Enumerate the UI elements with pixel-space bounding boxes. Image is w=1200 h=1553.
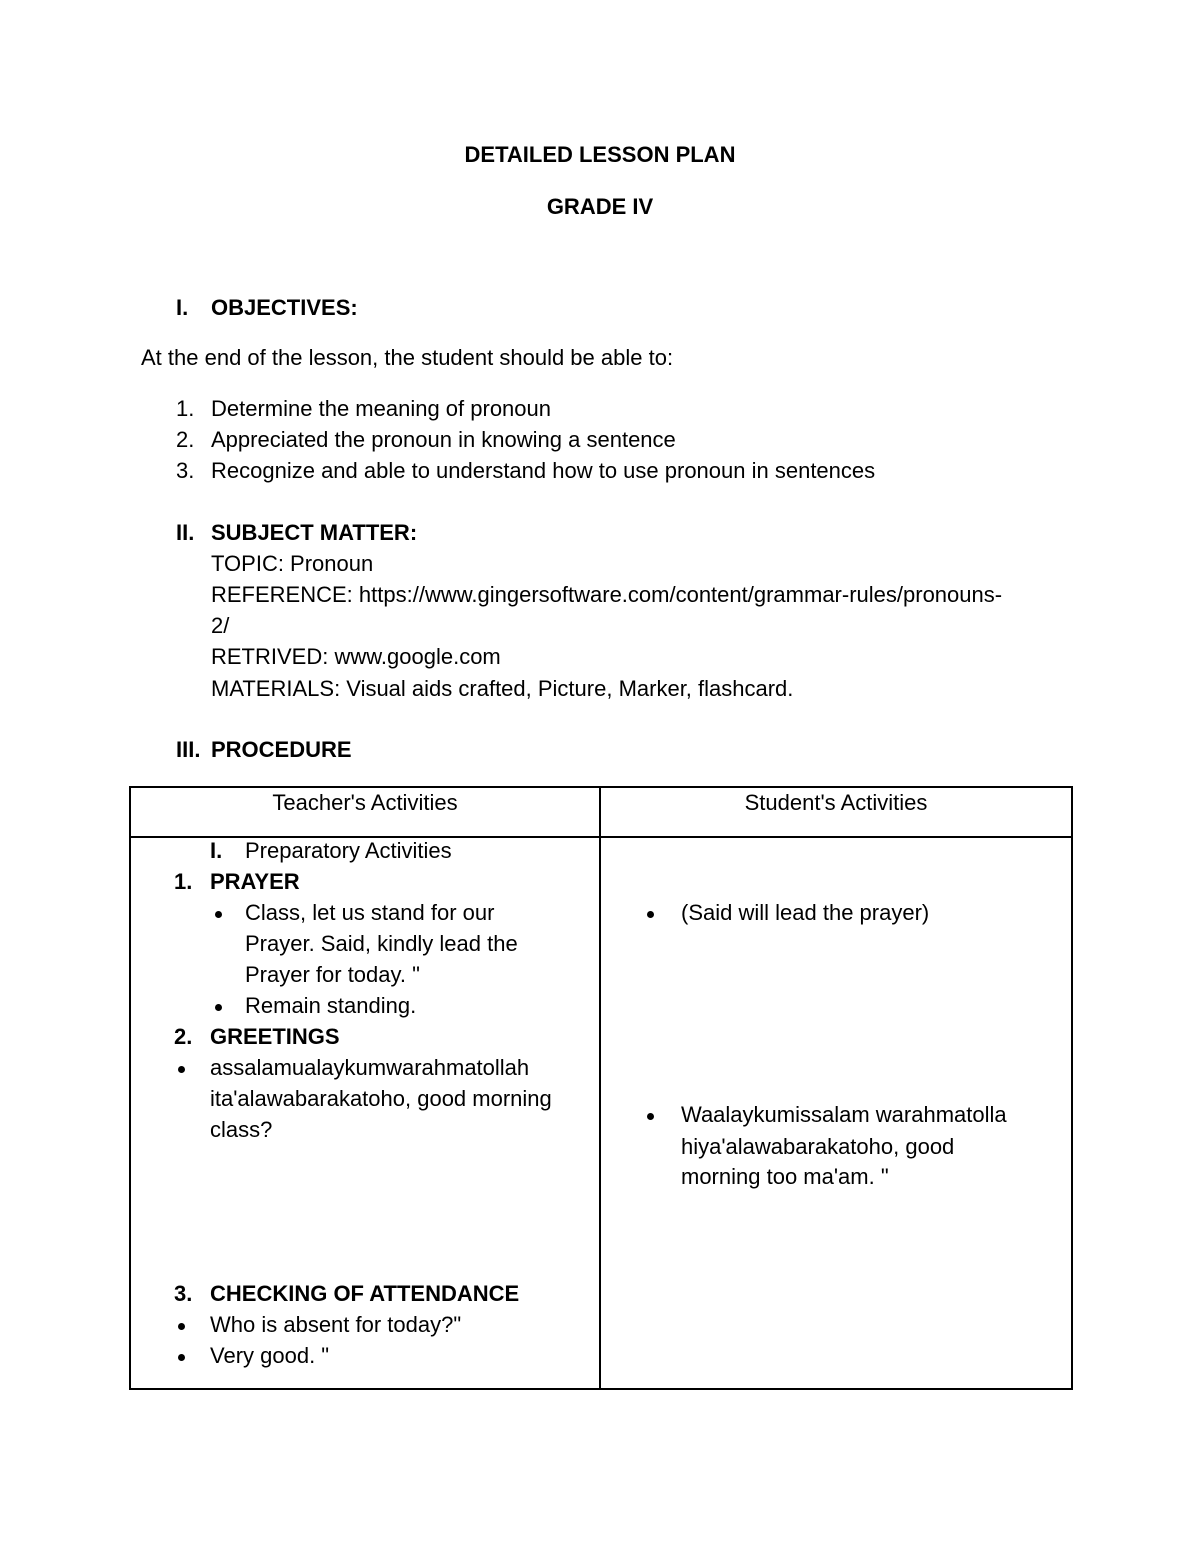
student-greeting-line1: Waalaykumissalam warahmatolla bbox=[681, 1102, 1007, 1127]
table-body-row bbox=[130, 837, 1072, 1389]
document-title: DETAILED LESSON PLAN bbox=[464, 142, 736, 167]
retrived-line: RETRIVED: www.google.com bbox=[211, 644, 501, 669]
prayer-instruction-line2: Prayer. Said, kindly lead the bbox=[245, 931, 518, 956]
bullet-icon bbox=[178, 1323, 185, 1330]
objective-item: Determine the meaning of pronoun bbox=[211, 396, 551, 421]
bullet-icon bbox=[647, 1113, 654, 1120]
bullet-icon bbox=[215, 911, 222, 918]
student-prayer-response: (Said will lead the prayer) bbox=[681, 900, 930, 925]
procedure-heading: PROCEDURE bbox=[211, 737, 352, 762]
prayer-label: PRAYER bbox=[210, 869, 300, 894]
subject-matter-heading: SUBJECT MATTER: bbox=[211, 520, 418, 545]
prayer-instruction-line1: Class, let us stand for our bbox=[245, 900, 495, 925]
bullet-icon bbox=[647, 911, 654, 918]
bullet-icon bbox=[178, 1066, 185, 1073]
grade-level: GRADE IV bbox=[546, 194, 654, 219]
procedure-table bbox=[129, 786, 1073, 1390]
objectives-heading: OBJECTIVES: bbox=[211, 295, 358, 320]
attendance-label: CHECKING OF ATTENDANCE bbox=[210, 1281, 520, 1306]
greeting-line2: ita'alawabarakatoho, good morning bbox=[210, 1086, 552, 1111]
objective-number: 1. bbox=[176, 396, 195, 421]
greeting-line1: assalamualaykumwarahmatollah bbox=[210, 1055, 530, 1080]
objective-number: 2. bbox=[176, 427, 195, 452]
prayer-remain-standing: Remain standing. bbox=[245, 993, 417, 1018]
attendance-very-good: Very good. " bbox=[210, 1343, 330, 1368]
prep-label: Preparatory Activities bbox=[245, 838, 452, 863]
prayer-instruction-line3: Prayer for today. " bbox=[245, 962, 420, 987]
subject-matter-numeral: II. bbox=[176, 520, 195, 545]
student-activities-label: Student's Activities bbox=[744, 790, 928, 815]
attendance-question: Who is absent for today?" bbox=[210, 1312, 462, 1337]
procedure-numeral: III. bbox=[176, 737, 201, 762]
student-column-header bbox=[600, 787, 1072, 837]
greeting-line3: class? bbox=[210, 1117, 273, 1142]
student-activities-cell bbox=[600, 837, 1072, 1389]
reference-line-continued: 2/ bbox=[211, 613, 230, 638]
attendance-number: 3. bbox=[174, 1281, 193, 1306]
reference-line: REFERENCE: https://www.gingersoftware.com/content/grammar-rules/pronouns- bbox=[211, 582, 1003, 607]
objectives-intro: At the end of the lesson, the student should be able to: bbox=[141, 345, 674, 370]
objective-item: Recognize and able to understand how to use pronoun in sentences bbox=[211, 458, 876, 483]
greetings-number: 2. bbox=[174, 1024, 193, 1049]
teacher-activities-label: Teacher's Activities bbox=[272, 790, 458, 815]
objective-number: 3. bbox=[176, 458, 195, 483]
topic-line: TOPIC: Pronoun bbox=[211, 551, 374, 576]
objective-item: Appreciated the pronoun in knowing a sentence bbox=[211, 427, 676, 452]
greetings-label: GREETINGS bbox=[210, 1024, 340, 1049]
table-header-row bbox=[130, 787, 1072, 837]
teacher-column-header bbox=[130, 787, 600, 837]
materials-line: MATERIALS: Visual aids crafted, Picture, Marker, flashcard. bbox=[211, 676, 794, 701]
prep-numeral: I. bbox=[210, 838, 223, 863]
prayer-number: 1. bbox=[174, 869, 193, 894]
student-greeting-line2: hiya'alawabarakatoho, good bbox=[681, 1134, 955, 1159]
teacher-activities-cell bbox=[130, 837, 600, 1389]
objectives-numeral: I. bbox=[176, 295, 189, 320]
bullet-icon bbox=[215, 1004, 222, 1011]
student-greeting-line3: morning too ma'am. " bbox=[681, 1164, 889, 1189]
bullet-icon bbox=[178, 1354, 185, 1361]
